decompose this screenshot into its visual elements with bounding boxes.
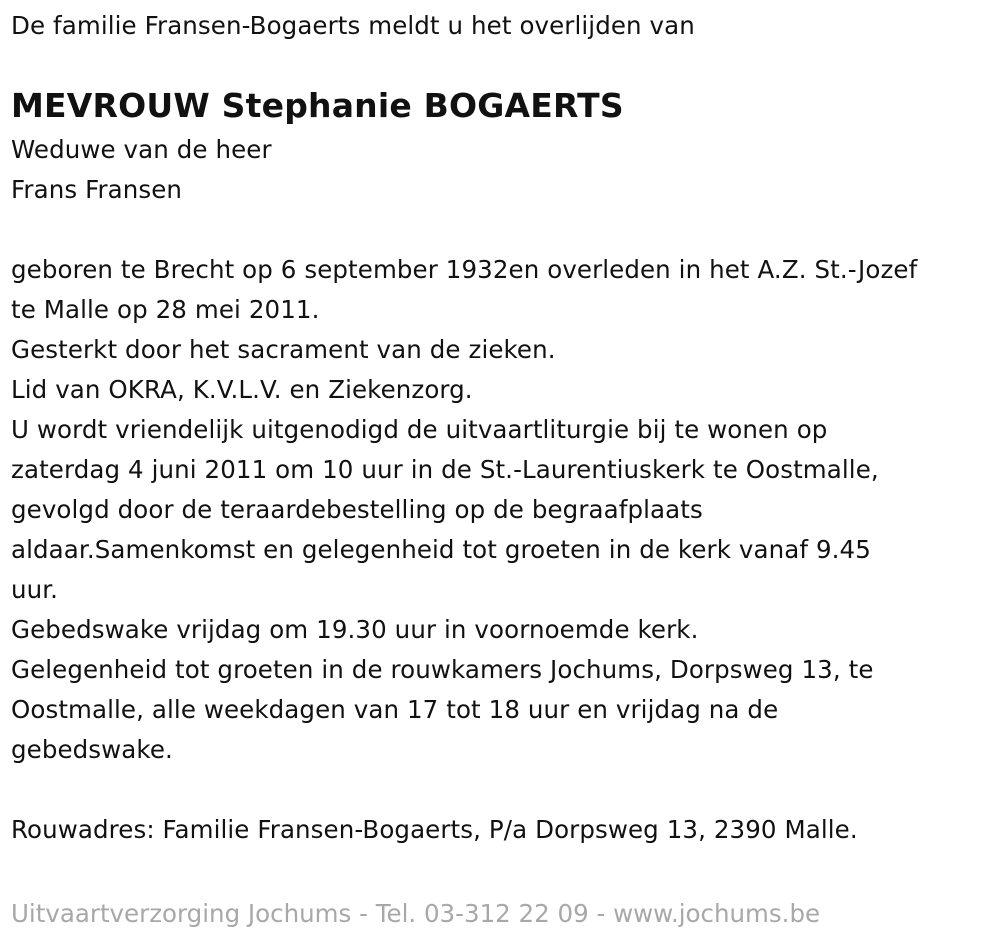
body-line: zaterdag 4 juni 2011 om 10 uur in de St.-Laurentiuskerk te Oostmalle, (11, 455, 879, 484)
relation-line-2: Frans Fransen (11, 175, 183, 204)
spacer (11, 770, 991, 810)
body-line: gevolgd door de teraardebestelling op de begraafplaats (11, 495, 703, 524)
deceased-name: MEVROUW Stephanie BOGAERTS (11, 86, 624, 125)
body-line: U wordt vriendelijk uitgenodigd de uitvaartliturgie bij te wonen op (11, 415, 828, 444)
spacer (11, 210, 991, 250)
relation-line-1: Weduwe van de heer (11, 135, 272, 164)
funeral-service-footer: Uitvaartverzorging Jochums - Tel. 03-312 22 09 - www.jochums.be (11, 899, 821, 928)
body-line: te Malle op 28 mei 2011. (11, 295, 320, 324)
body-line: aldaar.Samenkomst en gelegenheid tot groeten in de kerk vanaf 9.45 (11, 535, 871, 564)
mourning-address: Rouwadres: Familie Fransen-Bogaerts, P/a Dorpsweg 13, 2390 Malle. (11, 815, 858, 844)
body-line: geboren te Brecht op 6 september 1932en overleden in het A.Z. St.-Jozef (11, 255, 918, 284)
intro-text: De familie Fransen-Bogaerts meldt u het overlijden van (11, 11, 695, 40)
body-line: Gesterkt door het sacrament van de zieken. (11, 335, 556, 364)
body-line: gebedswake. (11, 735, 173, 764)
body-line: Oostmalle, alle weekdagen van 17 tot 18 uur en vrijdag na de (11, 695, 779, 724)
body-line: Gelegenheid tot groeten in de rouwkamers Jochums, Dorpsweg 13, te (11, 655, 874, 684)
notice-body (11, 250, 991, 770)
body-line: Gebedswake vrijdag om 19.30 uur in voornoemde kerk. (11, 615, 699, 644)
obituary-notice (11, 6, 991, 850)
body-line: Lid van OKRA, K.V.L.V. en Ziekenzorg. (11, 375, 473, 404)
body-line: uur. (11, 575, 59, 604)
